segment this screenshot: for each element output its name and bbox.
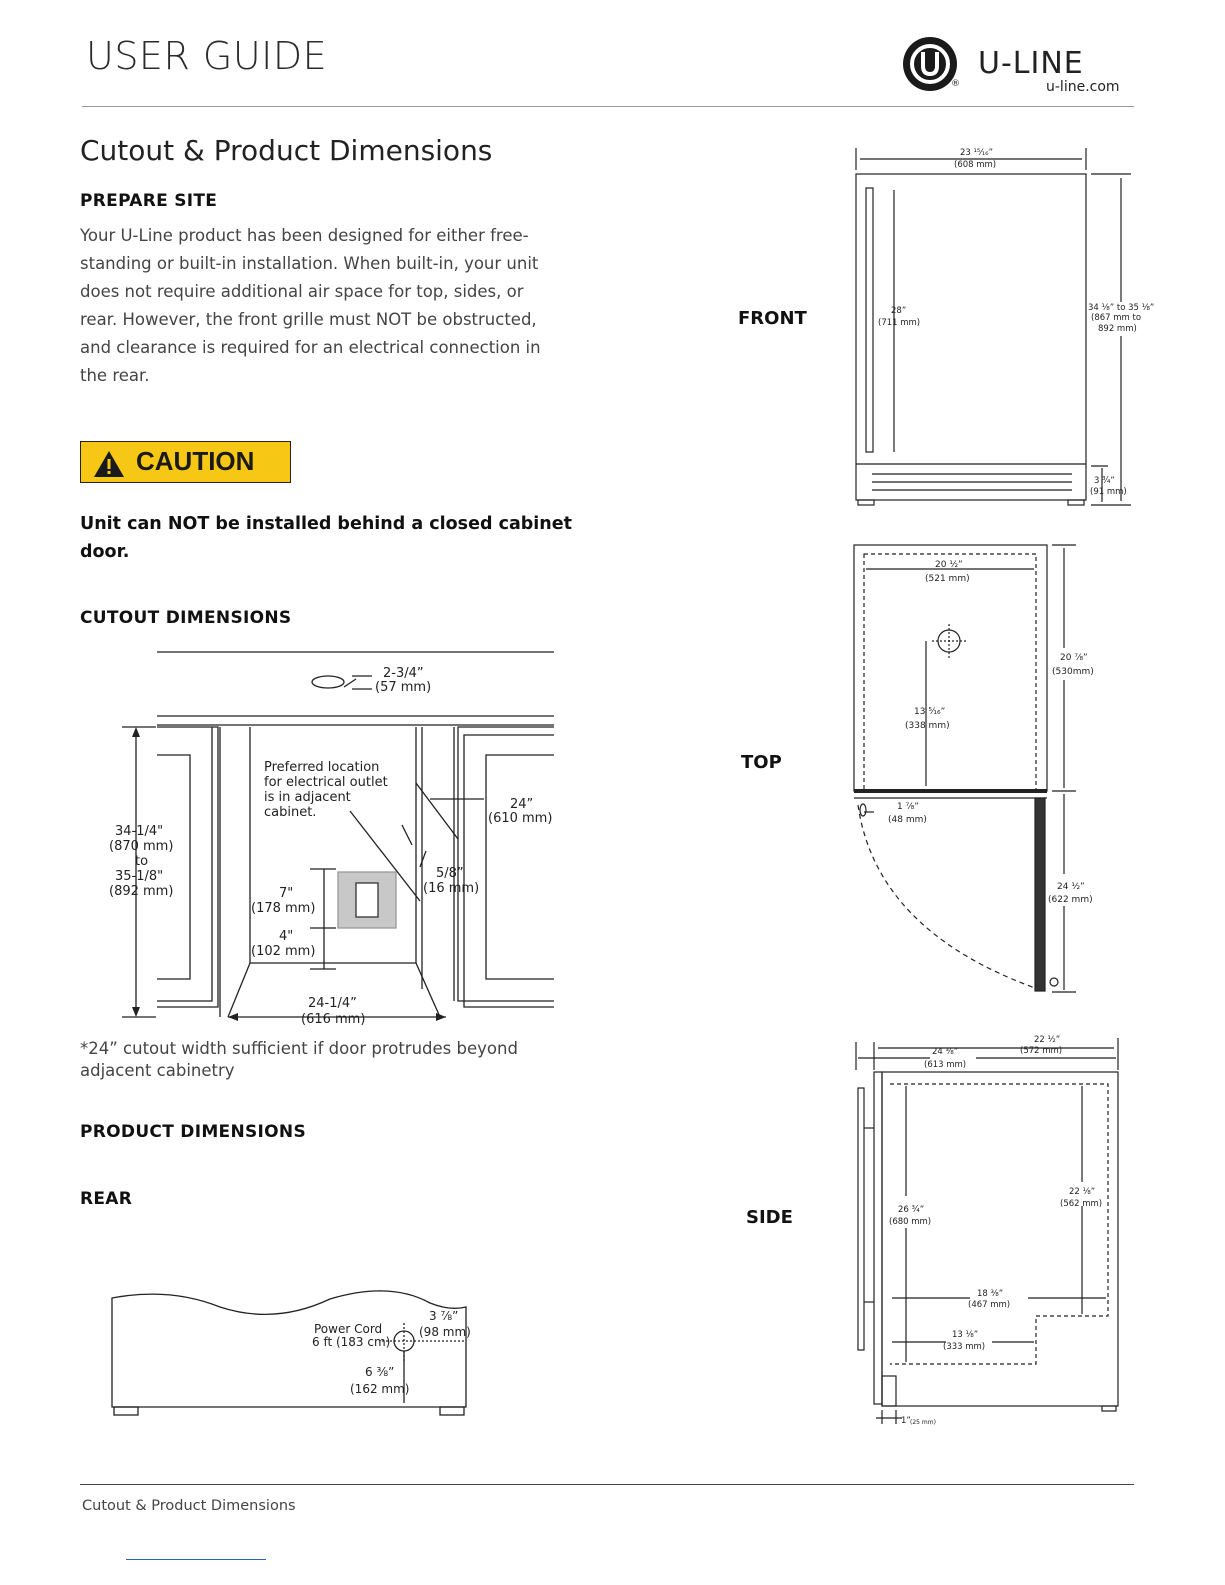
side-mid-mm: (467 mm) xyxy=(968,1300,1011,1310)
rear-view-diagram xyxy=(100,1285,480,1420)
cutout-dim-4: 4" xyxy=(279,929,294,944)
front-handle-mm: (711 mm) xyxy=(878,318,921,328)
front-grille-mm: (91 mm) xyxy=(1090,487,1127,497)
cutout-grommet-dim: 2-3/4” xyxy=(383,666,424,681)
cutout-height-line5: (892 mm) xyxy=(109,884,174,899)
rear-dim-height-mm: (162 mm) xyxy=(350,1382,410,1396)
warning-triangle-icon xyxy=(92,449,126,479)
top-view-diagram xyxy=(846,540,1106,1000)
section-title: Cutout & Product Dimensions xyxy=(80,134,493,167)
side-depth-total-mm: (572 mm) xyxy=(1020,1046,1063,1056)
front-view-label: FRONT xyxy=(738,308,807,329)
front-height-mm: (867 mm to xyxy=(1091,313,1142,323)
cutout-bottom-width: 24-1/4” xyxy=(308,996,357,1011)
footer-link-underline[interactable] xyxy=(126,1559,266,1560)
front-width: 23 ¹⁵⁄₁₆” xyxy=(960,148,993,158)
top-width: 20 ½” xyxy=(935,560,963,570)
side-height-mm: (680 mm) xyxy=(889,1217,932,1227)
cutout-grommet-dim-mm: (57 mm) xyxy=(375,680,432,695)
front-grille: 3 ¾” xyxy=(1094,476,1115,486)
outlet-note-line2: for electrical outlet xyxy=(264,775,388,790)
side-depth-door: 24 ⅜” xyxy=(932,1047,959,1057)
side-foot: 1” xyxy=(901,1416,911,1426)
cutout-height-line2: (870 mm) xyxy=(109,839,174,854)
footer-text: Cutout & Product Dimensions xyxy=(82,1498,296,1514)
rear-cord-length: 6 ft (183 cm) xyxy=(312,1335,391,1349)
caution-message: Unit can NOT be installed behind a closed cabinet door. xyxy=(80,514,572,562)
cutout-dim-7: 7" xyxy=(279,886,294,901)
side-depth-total: 22 ½” xyxy=(1034,1035,1061,1045)
prepare-site-heading: PREPARE SITE xyxy=(80,191,218,211)
side-view-label: SIDE xyxy=(746,1207,793,1228)
side-inner-mm: (562 mm) xyxy=(1060,1199,1103,1209)
rear-dim-side: 3 ⅞” xyxy=(429,1309,459,1323)
rear-dim-side-mm: (98 mm) xyxy=(419,1325,471,1339)
side-height: 26 ¾” xyxy=(898,1205,925,1215)
product-dimensions-heading: PRODUCT DIMENSIONS xyxy=(80,1122,306,1142)
cutout-dimensions-heading: CUTOUT DIMENSIONS xyxy=(80,608,292,628)
page-header-title: USER GUIDE xyxy=(86,34,328,78)
cutout-bottom-width-mm: (616 mm) xyxy=(301,1012,366,1027)
top-swing-mm: (622 mm) xyxy=(1048,895,1093,905)
cutout-height-line3: to xyxy=(135,854,149,869)
side-inner: 22 ⅛” xyxy=(1069,1187,1096,1197)
cutout-height-line4: 35-1/8" xyxy=(115,869,164,884)
front-view-diagram xyxy=(846,144,1156,510)
cutout-dim-58: 5/8” xyxy=(436,866,464,881)
cutout-width-24-mm: (610 mm) xyxy=(488,811,553,826)
side-low-mm: (333 mm) xyxy=(943,1342,986,1352)
registered-mark: ® xyxy=(951,79,960,89)
front-height: 34 ⅛” to 35 ⅛” xyxy=(1088,303,1155,313)
brand-url[interactable]: u-line.com xyxy=(1046,79,1120,95)
top-view-label: TOP xyxy=(741,752,782,773)
caution-label: CAUTION xyxy=(136,446,255,476)
cutout-dim-7-mm: (178 mm) xyxy=(251,901,316,916)
top-swing: 24 ½” xyxy=(1057,882,1085,892)
rear-dim-height: 6 ⅜” xyxy=(365,1365,395,1379)
cutout-dim-58-mm: (16 mm) xyxy=(423,881,480,896)
outlet-note-line4: cabinet. xyxy=(264,805,317,820)
outlet-note-line1: Preferred location xyxy=(264,760,380,775)
front-handle: 28” xyxy=(891,306,907,316)
side-depth-door-mm: (613 mm) xyxy=(924,1060,967,1070)
cutout-dim-4-mm: (102 mm) xyxy=(251,944,316,959)
top-center: 13 ⁵⁄₁₆” xyxy=(914,707,946,717)
top-door-mm: (48 mm) xyxy=(888,815,927,825)
rear-cord-label: Power Cord xyxy=(314,1322,383,1336)
front-width-mm: (608 mm) xyxy=(954,160,997,170)
top-depth-mm: (530mm) xyxy=(1052,667,1094,677)
brand-name: U-LINE xyxy=(978,46,1084,81)
top-door: 1 ⅞” xyxy=(897,802,919,812)
rear-view-label: REAR xyxy=(80,1189,133,1209)
top-depth: 20 ⅞” xyxy=(1060,653,1088,663)
top-width-mm: (521 mm) xyxy=(925,574,970,584)
side-foot-mm: (25 mm) xyxy=(910,1419,936,1426)
front-height-mm-2: 892 mm) xyxy=(1098,324,1137,334)
cutout-diagram xyxy=(100,645,570,1035)
top-center-mm: (338 mm) xyxy=(905,721,950,731)
outlet-note-line3: is in adjacent xyxy=(264,790,351,805)
side-low: 13 ⅛” xyxy=(952,1330,979,1340)
cutout-width-24: 24” xyxy=(510,797,534,812)
side-view-diagram xyxy=(846,1030,1126,1430)
side-mid: 18 ⅜” xyxy=(977,1289,1004,1299)
header-divider xyxy=(82,106,1134,107)
prepare-site-text: Your U-Line product has been designed for either free-standing or built-in installation. When built-in, your unit does not require additional air space for top, sides, or rear. However, the front grille must NOT be obstructed, and clearance is required for an electrical connection in the rear. xyxy=(80,226,541,385)
cutout-footnote: *24” cutout width sufficient if door protrudes beyond adjacent cabinetry xyxy=(80,1039,518,1080)
footer-divider xyxy=(80,1484,1134,1485)
cutout-height-line1: 34-1/4" xyxy=(115,824,164,839)
